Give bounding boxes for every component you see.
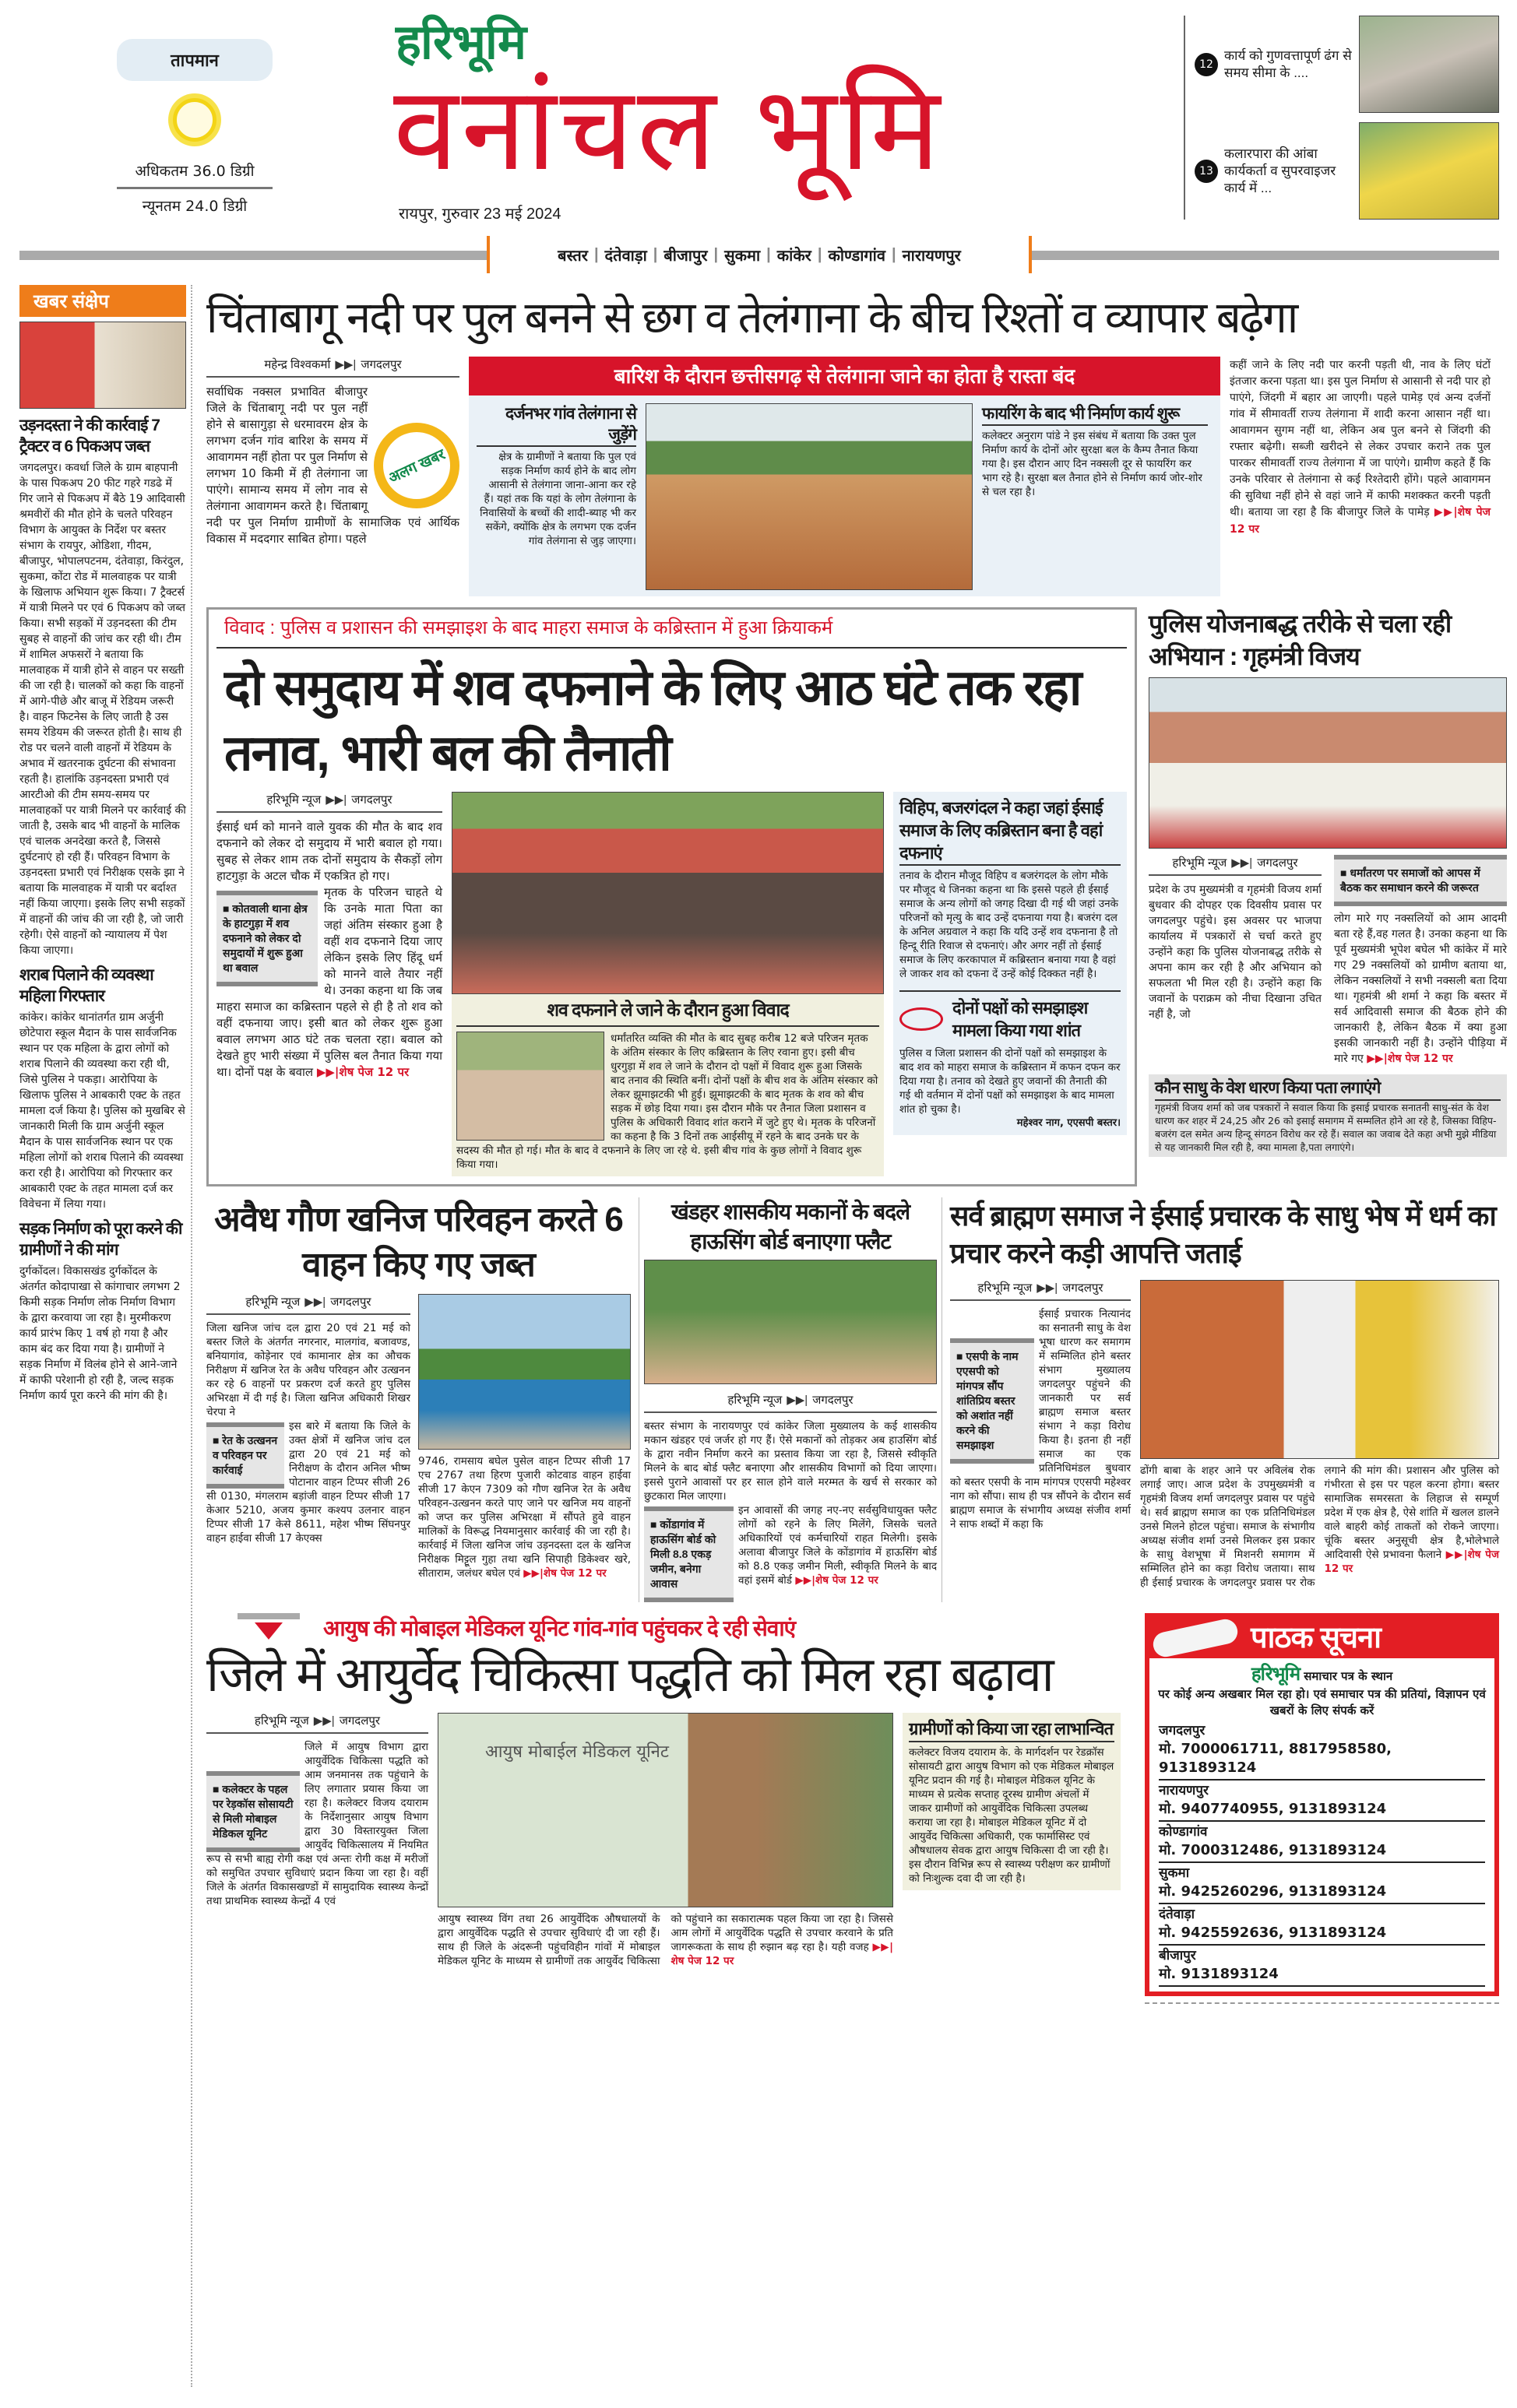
ayush-col-1 <box>206 1713 428 1908</box>
continued-text: शेष पेज 12 पर <box>815 1574 878 1587</box>
bridge-construction-photo <box>646 403 973 590</box>
notice-title: पाठक सूचना <box>1251 1622 1381 1654</box>
max-temperature: अधिकतम 36.0 डिग्री <box>117 160 273 189</box>
contact-city: दंतेवाड़ा <box>1159 1907 1195 1922</box>
alag-khabar-badge <box>374 423 459 508</box>
contact-city: सुकमा <box>1159 1865 1190 1881</box>
arrow-icon: ▶▶| <box>304 1295 326 1309</box>
beneficiary-box-title: ग्रामीणों को किया जा रहा लाभान्वित <box>909 1717 1114 1742</box>
continued-text: शेष पेज 12 पर <box>339 1065 410 1079</box>
city-nav-item[interactable]: बीजापुर <box>663 247 708 265</box>
weather-box <box>117 39 273 216</box>
brief-body: दुर्गकोंदल। विकासखंड दुर्गकोंदल के अंतर्गत कोदापाखा से कांगाचार लगभग 2 किमी सड़क निर्माण लोक निर्माण विभाग के द्वारा करवाया जा रहा है। मुरमीकरण कार्य प्रारंभ किए 1 वर्ष हो गया है और काम बंद कर दिया गया है। ग्रामीणों ने सड़क निर्माण में विलंब होने से आने-जाने में काफी परेशानी हो रही है, जल्द सड़क निर्माण कार्य पूरा करने की मांग की है। <box>19 1265 181 1402</box>
nav-separator: | <box>713 245 719 263</box>
city-nav-item[interactable]: कोण्डागांव <box>828 247 885 265</box>
byline <box>950 1280 1131 1301</box>
kicker-label: विवाद : <box>224 617 276 638</box>
reader-notice-wrap <box>1145 1613 1499 2004</box>
police-body-columns <box>1149 855 1507 1067</box>
side-story-body: कलेक्टर अनुराग पांडे ने इस संबंध में बताया कि उक्त पुल निर्माण कार्य के दोनों ओर सुरक्षा बल के कैम्प तैनात किया गया है। इस दौरान आए दिन नक्सली दूर से फायरिंग कर भाग रहे है। सुरक्षा बल तैनात होने से निर्माण कार्य जोर-शोर से चल रहा है। <box>982 430 1202 498</box>
teaser-text: कलारपारा की आंबा कार्यकर्ता व सुपरवाइजर कार्य में ... <box>1224 146 1336 195</box>
row-burial-police <box>206 607 1507 1186</box>
city-nav-item[interactable]: दंतेवाड़ा <box>604 247 647 265</box>
photo-caption-title: शव दफनाने ले जाने के दौरान हुआ विवाद <box>456 994 879 1027</box>
caption-body: धर्मांतरित व्यक्ति की मौत के बाद सुबह करीब 12 बजे परिजन मृतक के अंतिम संस्कार के लिए कब्रिस्तान के लिए रवाना हुए। इसी बीच धुरगुड़ा में शव ले जाने के दौरान दो पक्षों में विवाद शुरू हुआ जिसके बाद तनाव की स्थिति बनीं। दोनों पक्षों के बीच शव के अंतिम संस्कार को लेकर झूमाझटकी भी हुई। झूमाझटकी के बाद मृतक के शव को बीच सड़क में छोड़ दिया गया। इस दौरान मौके पर तैनात जिला प्रशासन व पुलिस के अधिकारी विवाद शांत कराने में जुटे हुए थे। मृतक के परिजनों का कहना है कि 3 दिनों तक आईसीयू में रहने के बाद उनके घर के सदस्य की मौत हो गई। मौत के बाद वे दफनाने के लिए जा रहे थे. इसी बीच गांव के कुछ लोगों ने विवाद शुरू किया गया। <box>456 1032 878 1171</box>
byline-author: हरिभूमि न्यूज <box>727 1394 783 1407</box>
housing-body: बस्तर संभाग के नारायणपुर एवं कांकेर जिला मुख्यालय के कई शासकीय मकान खंडहर एवं जर्जर हो गए हैं। ऐसे मकानों को तोड़कर अब हाउसिंग बोर्ड के द्वारा नवीन निर्माण करने का प्रस्ताव किया जा रहा है, जिससे स्वीकृति मिलने के बाद बोर्ड फ्लैट बनाएगा और शासकीय विभागों को दिया जाएगा। इससे पुराने आवासों पर हर साल होने वाले मरम्मत के खर्च से सरकार को छुटकारा मिल जाएगा। <box>644 1420 937 1503</box>
byline-place: जगदलपुर <box>361 358 402 371</box>
byline-author: हरिभूमि न्यूज <box>245 1295 301 1309</box>
pull-quote: ■ कोतवाली थाना क्षेत्र के हाटगुड़ा में शव दफनाने को लेकर दो समुदायों में शुरू हुआ था बवाल <box>216 891 318 986</box>
side-story-title: फायरिंग के बाद भी निर्माण कार्य शुरू <box>982 403 1208 426</box>
side-story <box>982 403 1208 499</box>
brief-title: शराब पिलाने की व्यवस्था महिला गिरफ्तार <box>19 966 153 1005</box>
city-nav <box>487 236 1032 273</box>
city-nav-item[interactable]: नारायणपुर <box>902 247 961 265</box>
housing-headline: खंडहर शासकीय मकानों के बदले हाऊसिंग बोर्ड बनाएगा फ्लैट <box>671 1200 910 1253</box>
mining-headline: अवैध गौण खनिज परिवहन करते 6 वाहन किए गए जब्त <box>214 1200 623 1284</box>
ayush-caption-continued <box>438 1912 893 1968</box>
lead-story-right <box>1230 357 1491 538</box>
byline-author: महेन्द्र विश्वकर्मा <box>264 358 331 371</box>
min-temperature: न्यूनतम 24.0 डिग्री <box>142 198 248 215</box>
contact-city: जगदलपुर <box>1159 1723 1206 1738</box>
contact-item <box>1159 1863 1485 1904</box>
byline-place: जगदलपुर <box>339 1714 381 1728</box>
pull-quote: ■ रेत के उत्खनन व परिवहन पर कार्रवाई <box>206 1422 284 1489</box>
nav-separator: | <box>653 245 658 263</box>
contact-phones[interactable]: मो. 9131893124 <box>1159 1966 1279 1982</box>
page-number-badge: 13 <box>1195 160 1218 183</box>
vhp-box-body: तनाव के दौरान मौजूद विहिप व बजरंगदल के लोग मौके पर मौजूद थे जिनका कहना था कि इससे पहले ही ईसाई समाज के अन्य लोगों को जगह दिखा दी गई थी जहां उनके परिजनों को मृत्यु के बाद उन्हें दफनाया गया है। बजरंग दल के अनिल अग्रवाल ने कहा कि यदि उन्हें शव दफनाना है तो हिन्दू रीति रिवाज से दफनाएं। और अगर नहीं तो ईसाई समाज के लिए करकापाल में कब्रिस्तान बनाया गया है वहां ले जाकर शव को दफना दें उन्हें कोई दिक्कत नहीं है। <box>899 870 1118 980</box>
teaser-panel <box>1184 16 1503 220</box>
byline-place: जगदलपुर <box>1257 856 1298 870</box>
calm-box-header <box>899 990 1121 1042</box>
continued-text: शेष पेज 12 पर <box>1387 1053 1453 1065</box>
police-col-1 <box>1149 855 1322 1022</box>
city-nav-item[interactable]: कांकेर <box>776 247 811 265</box>
burial-headline: दो समुदाय में शव दफनाने के लिए आठ घंटे तक रहा तनाव, भारी बल की तैनाती <box>224 659 1081 781</box>
brief-body: कांकेर। कांकेर थानांतर्गत ग्राम अर्जुनी छोटेपारा स्कूल मैदान के पास सार्वजनिक स्थान पर एक महिला के द्वारा लोगों को शराब पिलाने की व्यवस्था करा रही थी, जिसे पुलिस ने पकड़ा। आरोपिया के खिलाफ पुलिस ने आबकारी एक्ट के तहत मामला दर्ज किया है। पुलिस को मुखबिर से जानकारी मिली कि ग्राम अर्जुनी स्कूल मैदान के पास सार्वजनिक स्थान पर एक महिला लोगों को शराब पिलाने की व्यवस्था करा रही है। आरोपिया को गिरफ्तार कर आबकारी एक्ट के तहत मामला दर्ज कर विवेचना में लिया गया। <box>19 1011 185 1211</box>
dateline: रायपुर, गुरुवार 23 मई 2024 <box>399 206 561 223</box>
contact-city: कोण्डागांव <box>1159 1824 1208 1840</box>
continued-text: शेष पेज 12 पर <box>1230 506 1491 536</box>
ayush-col-2 <box>438 1713 893 1968</box>
badge-text: अलग खबर <box>386 446 449 487</box>
contact-item <box>1159 1904 1485 1946</box>
police-col-2 <box>1334 855 1507 1067</box>
lead-body-continued: कहीं जाने के लिए नदी पार करनी पड़ती थी, नाव के लिए घंटों इंतजार करना पड़ता था। इस पुल निर्माण से आसानी से नदी पार हो पाएंगे, जिंदगी में बहार आ जाएगी। पहले पामेड़ एवं अन्य दर्जनों गांव में सीमावर्ती राज्य तेलंगाना में शादी करना आसान नहीं था। आवागमन सुगम नहीं था, लेकिन अब पुल बनने से जिंदगी की रफ्तार बढ़ेगी। सब्जी खरीदने से लेकर उपचार कराने तक पुल पारकर सीमावर्ती राज्य तेलंगाना में जा पाएंगे। ग्रामीण कहते हैं कि उनके परिवार से तेलंगाना से कई रिश्तेदारी होंगे। पहले आवागमन की सुविधा नहीं होने से वहां जाने में काफी मशक्कत करनी पड़ती थी। बताया जा रहा है कि बीजापुर जिले के पामेड़ <box>1230 359 1491 519</box>
side-story <box>477 403 636 548</box>
mining-body-continued <box>418 1454 631 1580</box>
beneficiary-box <box>903 1713 1121 1890</box>
photo-caption-box <box>452 994 884 1176</box>
brahmin-col-1 <box>950 1280 1131 1531</box>
rolled-newspaper-icon <box>1151 1617 1240 1659</box>
lead-banner: बारिश के दौरान छत्तीसगढ़ से तेलंगाना जाने का होता है रास्ता बंद <box>469 357 1220 395</box>
continued-link[interactable]: ▶▶|शेष पेज 12 पर <box>316 1065 410 1079</box>
ayush-headline: जिले में आयुर्वेद चिकित्सा पद्धति को मिल रहा बढ़ावा <box>206 1648 1053 1702</box>
kicker <box>216 610 1127 649</box>
newspaper-title: वनांचल भूमि <box>393 63 944 194</box>
news-brief-column <box>19 285 192 2387</box>
coffin-photo <box>456 1032 604 1141</box>
quote-attribution: महेश्वर नाग, एएसपी बस्तर। <box>1016 1117 1121 1129</box>
beneficiary-box-body: कलेक्टर विजय दयाराम के. के मार्गदर्शन पर रेडक्रॉस सोसायटी द्वारा आयुष विभाग को एक मेडिकल मोबाइल यूनिट प्रदान की गई है। मोबाइल मेडिकल यूनिट के माध्यम से प्रत्येक सप्ताह दूरस्थ ग्रामीण अंचलों में जाकर ग्रामीणों को आयुर्वेदिक चिकित्सा उपलब्ध कराया जा रहा है। मोबाइल मेडिकल यूनिट में दो आयुर्वेद चिकित्सा अधिकारी, एक फार्मासिस्ट एवं औषधालय सेवक द्वारा आयुष चिकित्सा दी जा रही है। इस दौरान विभिन्न रूप से स्वास्थ्य परीक्षण कर ग्रामीणों को निःशुल्क दवा दी जा रही है। <box>909 1746 1114 1885</box>
brahmin-body-text: ढोंगी बाबा के शहर आने पर अविलंब रोक लगाई जाए। आज प्रदेश के उपमुख्यमंत्री व गृहमंत्री विजय शर्मा जगदलपुर प्रवास पर पहुंचे थे। सर्व ब्राह्मण समाज का एक प्रतिनिधिमंडल उनसे मिलने होटल पहुंचा। समाज के संभागीय अध्यक्ष संजीव शर्मा उनसे मिलकर इस प्रकार के साधु वेशभूषा में मिशनरी समागम में सम्मिलित होने का कड़ा विरोध जताया। साथ ही ईसाई प्रचारक के जगदलपुर प्रवास पर रोक लगाने की मांग की। प्रशासन और पुलिस को गंभीरता से इस पर पहल करना होगा। बस्तर सामाजिक समरसता के लिहाज से सम्पूर्ण प्रदेश में एक क्षेत्र है, ऐसे शांति में खलल डालने वाले बाहरी कोई ताकतों को रोकने जाएगा। चूंकि बस्तर अनुसूची क्षेत्र है,भोलेभाले आदिवासी ऐसे प्रभावना फैलाने <box>1140 1464 1499 1589</box>
nav-separator: | <box>817 245 822 263</box>
sun-icon <box>173 98 216 142</box>
side-story-title: दर्जनभर गांव तेलंगाना से जुड़ेंगे <box>477 403 636 447</box>
notice-line-2: पर कोई अन्य अखबार मिल रहा हो। एवं समाचार पत्र की प्रतियां, विज्ञापन एवं खबरों के लिए संपर्क करें <box>1158 1687 1486 1717</box>
arrow-icon: ▶▶| <box>1037 1281 1058 1295</box>
continued-link[interactable]: ▶▶|शेष पेज 12 पर <box>1230 506 1491 536</box>
nav-separator: | <box>766 245 771 263</box>
brief-body: जगदलपुर। कवर्धा जिले के ग्राम बाहपानी के पास पिकअप 20 फीट गहरे गडढे में गिर जाने से पिकअप में बैठे 19 आदिवासी श्रमवीरों की मौत होने के चलते परिवहन विभाग के आयुक्त के निर्देश पर बस्तर संभाग के रायपुर, ओडिशा, गीदम, बीजापुर, भोपालपटनम, दंतेवाड़ा, किरंदुल, सुकमा, कोंटा रोड में मालवाहक पर यात्री के खिलाफ अभियान शुरू किया। 7 ट्रैक्टर्स में यात्री मिलने पर एवं 6 पिकअप को जब्त किया। सभी सड़कों में उड़नदस्ता की टीम सुबह से वाहनों की जांच कर रही थी। टीम में शामिल अफसरों ने बताया कि मालवाहक में यात्री होने से वाहन पर सख्ती की जा रही है। चालकों को कहा कि वाहनों में आगे-पीछे और बाजू में रेडियम जरूरी है। वाहन फिटनेस के लिए जाती है उस समय रेडियम की जरूरत होती है। साथ ही रोड पर चलने वाली वाहनों में रेडियम के अभाव में खतरनाक दुर्घटना की संभावना रहती है। हालांकि उड़नदस्ता प्रभारी एवं आरटीओ की टीम समय-समय पर मालवाहकों पर यात्री मिलने पर कार्रवाई की जाती है, उसके बाद भी वाहनों के मालिक एवं चालक अनदेखा करते है, जिससे दुर्घटनाएं हो रही हैं। परिवहन विभाग के उड़नदस्ता प्रभारी एवं निरीक्षक एसके झा ने बताया कि मालवाहक में यात्री पर बर्दाश्त नहीं किया जाएगा। इसके लिए सभी सड़कों में वाहनों की जांच की जा रही है, जो जारी रहेगी। ऐसे वाहनों को न्यायालय में पेश किया जाएगा। <box>19 462 186 957</box>
byline <box>216 792 442 813</box>
brief-title: सड़क निर्माण को पूरा करने की ग्रामीणों ने की मांग <box>19 1220 182 1259</box>
continued-link[interactable]: ▶▶|शेष पेज 12 पर <box>671 1941 893 1967</box>
burial-photo-column <box>452 792 884 1176</box>
speech-bubble-icon <box>899 1007 943 1031</box>
pull-quote: ■ कलेक्टर के पहल पर रेड़कॉस सोसायटी से मिली मोबाइल मेडिकल यूनिट <box>206 1771 300 1852</box>
brand-logo: हरिभूमि <box>396 16 526 69</box>
contact-item <box>1159 1781 1485 1822</box>
calm-box-body: पुलिस व जिला प्रशासन की दोनों पक्षों को समझाइश के बाद शव को माहरा समाज के कब्रिस्तान में कफन दफन कर दिया गया है। तनाव को देखते हुए जवानों की तैनाती की गई थी वर्तमान में दोनों पक्षों को समझाइश के बाद मामला शांत हो चुका है। <box>899 1047 1121 1116</box>
burial-body-text: मृतक के परिजन चाहते थे कि उनके माता पिता का जहां अंतिम संस्कार हुआ है वहीं शव दफनाने दिया जाए लेकिन इसके लिए हिंदू धर्म को मानने वाले तैयार नहीं थे। उनका कहना था कि जब माहरा समाज का कब्रिस्तान पहले से ही है तो शव को वहीं दफनाया जाए। इसी बात को लेकर शुरू हुआ बवाल लगभग आठ घंटे तक चलता रहा। बवाल को देखते हुए भारी संख्या में पुलिस बल तैनात किया गया था। दोनों पक्ष के बवाल <box>216 885 442 1079</box>
calm-box-title: दोनों पक्षों को समझाइश मामला किया गया शांत <box>952 998 1088 1040</box>
mining-body: जिला खनिज जांच दल द्वारा 20 एवं 21 मई को बस्तर जिले के अंतर्गत नगरनार, मालगांव, बजावण्ड, बनियागांव, कोड़ेनार एवं कामानार क्षेत्र का औचक निरीक्षण में खनिज रेत के अवैध परिवहन और उत्खनन कर रहे 6 वाहनों पर प्रकरण दर्ज करते हुए पुलिस अभिरक्षा में दी गई है। जिला खनिज अधिकारी शिखर चेरपा ने <box>206 1322 410 1418</box>
pull-quote: ■ एसपी के नाम एएसपी को मांगपत्र सौंप शांतिप्रिय बस्तर को अशांत नहीं करने की समझाइश <box>950 1338 1034 1464</box>
weather-label: तापमान <box>117 39 273 81</box>
teaser-text: कार्य को गुणवत्तापूर्ण ढंग से समय सीमा के .... <box>1224 47 1352 80</box>
byline <box>644 1392 937 1413</box>
mining-col-2 <box>418 1294 631 1580</box>
teaser-item[interactable] <box>1195 122 1503 220</box>
lead-row <box>206 357 1499 596</box>
byline-place: जगदलपुर <box>351 793 392 807</box>
brahmin-body: ईसाई प्रचारक नित्यानंद का सनातनी साधु के वेश भूषा धारण कर समागम में सम्मिलित होने बस्तर संभाग मुख्यालय जगदलपुर पहुंचने की जानकारी पर सर्व ब्राह्मण समाज बस्तर संभाग ने कड़ा विरोध किया है। इतना ही नहीं समाज का एक प्रतिनिधिमंडल बुधवार को बस्तर एसपी के नाम मांगपत्र एएसपी महेश्वर नाग को सौंपा। साथ ही पत्र सौंपने के दौरान सर्व ब्राह्मण समाज के संभागीय अध्यक्ष संजीव शर्मा ने साफ शब्दों में कहा कि <box>950 1308 1131 1531</box>
sadhu-box-title: कौन साधु के वेश धारण किया पता लगाएंगे <box>1155 1077 1501 1101</box>
continued-link[interactable]: ▶▶|शेष पेज 12 पर <box>1367 1053 1453 1065</box>
vhp-box <box>893 792 1127 1135</box>
nav-separator: | <box>891 245 896 263</box>
pull-quote: ■ कोंडागांव में हाऊसिंग बोर्ड को मिली 8.8 एकड़ जमीन, बनेगा आवास <box>644 1506 734 1602</box>
continued-link[interactable]: ▶▶|शेष पेज 12 पर <box>795 1574 878 1587</box>
byline <box>1149 855 1322 876</box>
burial-story <box>206 607 1137 1186</box>
minister-photo <box>1149 677 1507 849</box>
brahmin-headline: सर्व ब्राह्मण समाज ने ईसाई प्रचारक के साधु भेष में धर्म का प्रचार करने कड़ी आपत्ति जताई <box>950 1200 1496 1269</box>
contact-city: बीजापुर <box>1159 1948 1196 1963</box>
contact-phones[interactable]: मो. 9425592636, 9131893124 <box>1159 1925 1387 1941</box>
mining-story <box>206 1197 631 1580</box>
arrow-icon: ▶▶| <box>787 1394 808 1407</box>
teaser-item[interactable] <box>1195 16 1503 113</box>
brief-photo <box>19 322 186 409</box>
contact-phones[interactable]: मो. 9407740955, 9131893124 <box>1159 1801 1387 1817</box>
burial-text-column <box>216 792 442 1081</box>
police-body-text: लोग मारे गए नक्सलियों को आम आदमी बता रहे हैं,वह गलत है। उनका कहना था कि पूर्व मुख्यमंत्री भूपेश बघेल भी कांकेर में मारे गए 29 नक्सलियों को ग्रामीण बताया था, लेकिन नक्सलियों ने सभी नक्सली बता दिया था। गृहमंत्री श्री शर्मा ने कहा कि बस्तर में सर्व आदिवासी समाज की बैठक होने की जानकारी है, लेकिन बैठक में क्या हुआ इसकी जानकारी नहीं है। उन्होंने पीड़िया में मारे गए <box>1334 912 1507 1065</box>
lead-headline: चिंताबागू नदी पर पुल बनने से छग व तेलंगाना के बीच रिश्तों व व्यापार बढ़ेगा <box>206 293 1297 342</box>
mining-col-1 <box>206 1294 410 1545</box>
reader-notice <box>1145 1613 1499 1996</box>
feature-inner <box>469 395 1220 590</box>
mining-body-text: 9746, रामसाय बघेल पुसेल वाहन टिप्पर सीजी 17 एच 2767 तथा हिरण पुजारी कोटवाड वाहन हाईवा सीजी 17 केएन 7309 को गौण खनिज रेत के अवैध परिवहन-उत्खनन करते पाए जाने पर खनिज मय वाहनों को जप्त कर पुलिस अभिरक्षा में सौंपते हुवे वाहन मालिकों के विरूद्ध नियमानुसार कार्रवाई की जा रही है। कार्रवाई में जिला खनिज जांच उड़नदस्ता दल के खनिज निरीक्षक मिट्टूल गुहा तथा खनि सिपाही डिकेश्वर खरे, सीताराम, जलंधर बघेल एवं <box>418 1455 631 1580</box>
mobile-unit-photo <box>438 1713 893 1907</box>
arrow-icon: ▶▶| <box>326 793 347 807</box>
ayush-columns <box>206 1713 1125 1968</box>
contact-item <box>1159 1946 1485 1987</box>
burial-body: ईसाई धर्म को मानने वाले युवक की मौत के बाद शव दफनाने को लेकर दो समुदाय में भारी बवाल हो गया। सुबह से लेकर शाम तक दोनों समुदाय के सैकड़ों लोग हाटगुड़ा के अटल चौक में एकत्रित हो गए। <box>216 820 442 883</box>
housing-story <box>639 1197 942 1602</box>
memorandum-photo <box>1140 1280 1499 1459</box>
brahmin-top <box>950 1280 1499 1590</box>
ayush-kicker-row <box>206 1613 1125 1644</box>
housing-site-photo <box>644 1260 937 1384</box>
kicker-text: पुलिस व प्रशासन की समझाइश के बाद माहरा समाज के कब्रिस्तान में हुआ क्रियाकर्म <box>280 617 833 638</box>
arrow-icon: ▶▶| <box>313 1714 335 1728</box>
ayush-story <box>206 1613 1125 1968</box>
kicker-chevron-icon <box>238 1613 300 1644</box>
continued-text: शेष पेज 12 पर <box>671 1955 734 1967</box>
byline <box>206 357 459 378</box>
contact-phones[interactable]: मो. 7000312486, 9131893124 <box>1159 1842 1387 1858</box>
burial-columns <box>209 792 1135 1176</box>
notice-header <box>1149 1618 1494 1658</box>
contact-item <box>1159 1721 1485 1781</box>
ayush-kicker: आयुष की मोबाइल मेडिकल यूनिट गांव-गांव पहुंचकर दे रही सेवाएं <box>323 1616 796 1640</box>
byline-author: हरिभूमि न्यूज <box>266 793 322 807</box>
city-nav-item[interactable]: सुकमा <box>724 247 761 265</box>
byline-author: हरिभूमि न्यूज <box>977 1281 1033 1295</box>
row-mining-housing-brahmin <box>206 1197 1499 1602</box>
contact-list <box>1149 1721 1494 1991</box>
byline-place: जगदलपुर <box>1062 1281 1103 1295</box>
lead-body: सर्वाधिक नक्सल प्रभावित बीजापुर जिले के चिंताबागू नदी पर पुल नहीं होने से बासागुड़ा से धरमावरम क्षेत्र के लगभग दर्जन गांव बारिश के समय में आवागमन नहीं होता पर पुल निर्माण से लगभग 10 किमी में ही तेलंगाना जा पाएंगे। सामान्य समय में लोग नाव से तेलंगाना आवागमन करते है। चिंताबागू नदी पर पुल निर्माण ग्रामीणों के सामाजिक एवं आर्थिक विकास में मददगार साबित होगा। पहले <box>206 385 459 546</box>
arrow-icon: ▶▶| <box>335 358 357 371</box>
brief-title: उड़नदस्ता ने की कार्रवाई 7 ट्रैक्टर व 6 पिकअप जब्त <box>19 417 160 455</box>
contact-phones[interactable]: मो. 7000061711, 8817958580, 9131893124 <box>1159 1741 1392 1776</box>
nav-separator: | <box>593 245 599 263</box>
byline-author: हरिभूमि न्यूज <box>1172 856 1227 870</box>
contact-city: नारायणपुर <box>1159 1783 1209 1798</box>
main-area <box>206 290 1507 2004</box>
sadhu-box-body: गृहमंत्री विजय शर्मा को जब पत्रकारों ने सवाल किया कि इसाई प्रचारक सनातनी साधु-संत के वेश धारण कर शहर में 24,25 और 26 को इसाई समागम में सम्मलित होने आ रहे है, जिसका विहिप-बजरंग दल समेत अन्य हिन्दू संगठन विरोध कर रहे हैं। सवाल का जवाब देते कहा अभी मुझे मीडिया से यह जानकारी मिल रही है, क्या मामला है,पता लगाएंगे। <box>1155 1102 1497 1153</box>
housing-body-text: इन आवासों की जगह नए-नए सर्वसुविधायुक्त फ्लैट लोगों को रहने के लिए मिलेंगे, जिसके चलते अधिकारियों एवं कर्मचारियों राहत मिलेगी। इसके अलावा बीजापुर जिले के कोंडागांव में हाऊसिंग बोर्ड को 8.8 एकड़ जमीन मिली, स्वीकृति मिलने के बाद वहां इसमें बोर्ड <box>738 1504 937 1587</box>
brahmin-story <box>950 1197 1499 1590</box>
brief-label: खबर संक्षेप <box>19 285 186 317</box>
photo-banner-text: आयुष मोबाईल मेडिकल यूनिट <box>485 1742 669 1762</box>
ayush-body: जिले में आयुष विभाग द्वारा आयुर्वेदिक चिकित्सा पद्धति को आम जनमानस तक पहुंचाने के लिए लगातार प्रयास किया जा रहा है। कलेक्टर विजय दयाराम के निर्देशानुसार आयुष विभाग द्वारा 30 विस्तारयुक्त जिला आयुर्वेद चिकित्सालय में नियमित रूप से सभी बाह्य रोगी कक्ष एवं अन्तः रोगी कक्ष में मरीजों को समुचित उपचार सुविधाएं प्रदान किया जा रहा है। वहीं जिले के अंतर्गत विकासखण्डों में सामुदायिक स्वास्थ्य केन्द्रों तथा प्राथमिक स्वास्थ्य केन्द्रों 4 एवं <box>206 1741 428 1907</box>
byline-author: हरिभूमि न्यूज <box>254 1714 309 1728</box>
police-body: प्रदेश के उप मुख्यमंत्री व गृहमंत्री विजय शर्मा बुधवार की दोपहर एक दिवसीय प्रवास पर जगदलपुर पहुंचे। इस अवसर पर भाजपा कार्यालय में पत्रकारों से चर्चा करते हुए उन्होंने कहा कि पुलिस योजनाबद्ध तरीके से अपना काम कर रही है और अभियान को सफलता भी मिल रही है। उन्होंने कहा कि जवानों के पराक्रम को नीचा दिखाना उचित नहीं है, जो <box>1149 884 1322 1021</box>
crowd-photo <box>452 792 884 994</box>
byline <box>206 1713 428 1734</box>
trucks-photo <box>418 1294 631 1450</box>
continued-text: शेष पेज 12 पर <box>543 1567 607 1580</box>
ayush-body-text: आयुष स्वास्थ्य विंग तथा 26 आयुर्वेदिक औषधालयों के द्वारा आयुर्वेदिक पद्धति से उपचार सुविधाएं दी जा रही हैं। साथ ही जिले के अंदरूनी पहुंचविहीन गांवों में मोबाइल मेडिकल यूनिट के माध्यम से ग्रामीणों तक आयुर्वेद चिकित्सा को पहुंचाने का सकारात्मक पहल किया जा रहा है। जिससे आम लोगों में आयुर्वेदिक पद्धति से उपचार करवाने के प्रति जागरूकता के साथ ही रुझान बढ़ रहा है। यही वजह <box>438 1913 893 1967</box>
police-story <box>1149 607 1507 1157</box>
lead-feature-box <box>469 357 1220 596</box>
continued-link[interactable]: ▶▶|शेष पेज 12 पर <box>523 1567 607 1580</box>
arrow-icon: ▶▶| <box>1231 856 1253 870</box>
brahmin-col-2 <box>1140 1280 1499 1590</box>
mining-top <box>206 1294 631 1580</box>
dashed-divider <box>1145 2002 1499 2004</box>
byline-place: जगदलपुर <box>330 1295 371 1309</box>
row-ayush-notice <box>206 1613 1499 2004</box>
brahmin-body-continued <box>1140 1464 1499 1590</box>
notice-intro <box>1149 1658 1494 1721</box>
police-headline: पुलिस योजनाबद्ध तरीके से चला रही अभियान : गृहमंत्री विजय <box>1149 610 1452 670</box>
byline <box>206 1294 410 1315</box>
city-nav-item[interactable]: बस्तर <box>558 247 588 265</box>
notice-line-1: समाचार पत्र के स्थान <box>1304 1669 1393 1683</box>
continued-text: शेष पेज 12 पर <box>1324 1549 1499 1575</box>
mining-body: इस बारे में बताया कि जिले के उक्त क्षेत्रों में खनिज जांच दल द्वारा 20 एवं 21 मई को निरीक्षण के दौरान अनिल भीष्म पोटानार वाहन टिप्पर सीजी 26 सी 0130, मंगलराम बड़ांजी वाहन टिप्पर सीजी 17 केआर 5210, अजय कुमार कश्यप उलनार वाहन टिप्पर सीजी 17 केसे 8611, महेश भीष्म सिंघनपुर वाहन हाईवा सीजी 17 केएक्स <box>206 1420 410 1545</box>
byline-place: जगदलपुर <box>812 1394 854 1407</box>
lead-story-left <box>206 357 459 547</box>
sadhu-box <box>1149 1074 1507 1157</box>
contact-item <box>1159 1822 1485 1863</box>
notice-brand: हरिभूमि <box>1251 1664 1301 1685</box>
teaser-photo <box>1359 122 1499 220</box>
vhp-box-title: विहिप, बजरगंदल ने कहा जहां ईसाई समाज के लिए कब्रिस्तान बना है वहां दफनाएं <box>899 796 1121 866</box>
masthead <box>0 0 1517 272</box>
side-story-body: क्षेत्र के ग्रामीणों ने बताया कि पुल एवं सड़क निर्माण कार्य होने के बाद लोग आसानी से तेलंगाना जाना-आना कर रहे हैं। यहां तक कि यहां के लोग तेलंगाना के निवासियों के बच्चों की शादी-ब्याह भी कर सकेंगे, क्योंकि क्षेत्र के लगभग एक दर्जन गांव तेलंगाना से जुड़ जाएगा। <box>480 451 636 547</box>
continued-link[interactable]: ▶▶|शेष पेज 12 पर <box>1324 1549 1499 1575</box>
police-body-continued <box>1334 911 1507 1067</box>
contact-phones[interactable]: मो. 9425260296, 9131893124 <box>1159 1883 1387 1900</box>
page-number-badge: 12 <box>1195 53 1218 76</box>
pull-quote: ■ धर्मांतरण पर समाजों को आपस में बैठक कर समाधान करने की जरूरत <box>1334 855 1507 906</box>
teaser-photo <box>1359 16 1499 113</box>
